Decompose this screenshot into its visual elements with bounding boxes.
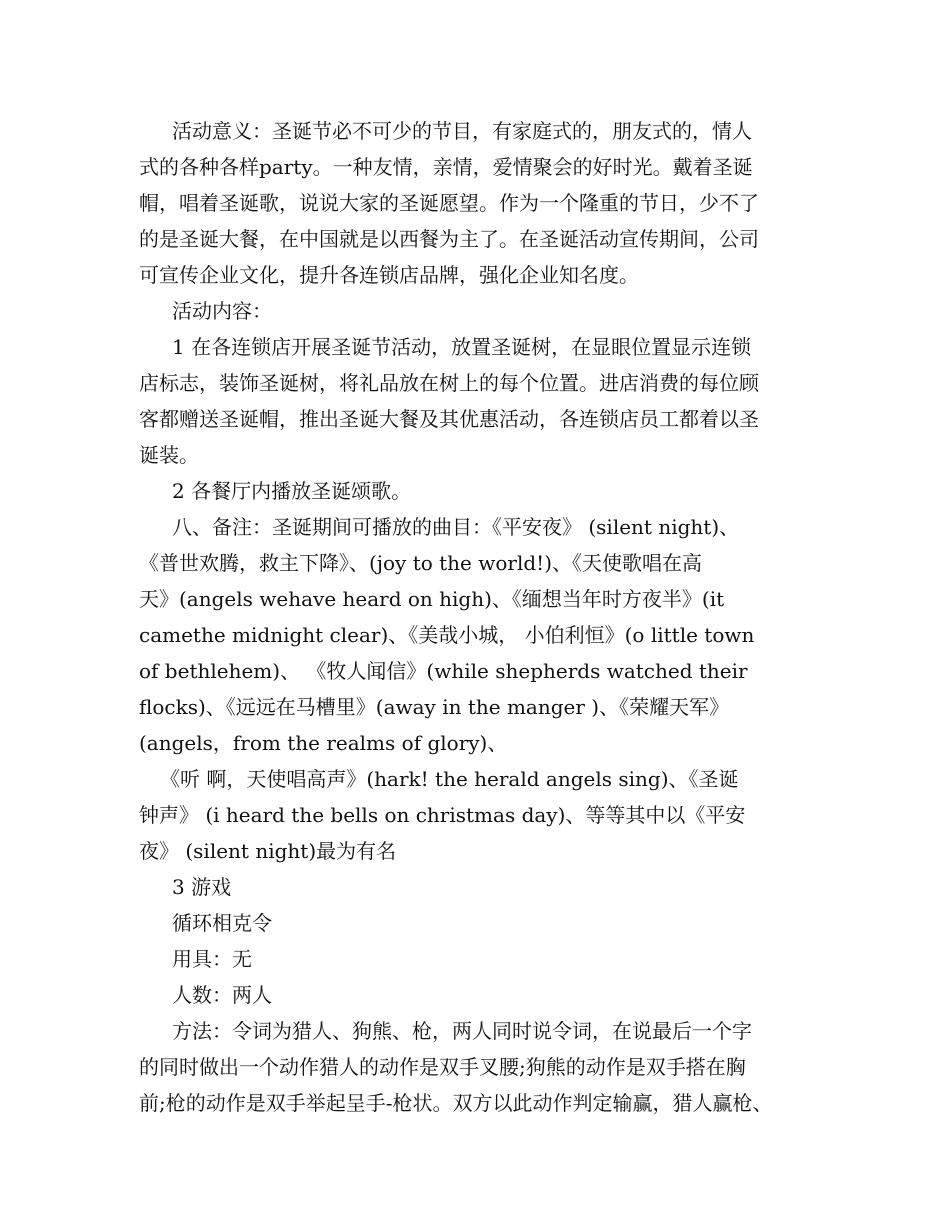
note-line-10: 夜》 (silent night)最为有名 [139, 839, 397, 863]
game-players: 人数：两人 [172, 983, 272, 1007]
note-line-5: of bethlehem)、 《牧人闻信》(while shepherds watched their [139, 659, 748, 683]
game-name: 循环相克令 [172, 911, 272, 935]
note-line-2: 《普世欢腾，救主下降》、(joy to the world!)、《天使歌唱在高 [139, 551, 703, 575]
game-method-line-3: 前;枪的动作是双手举起呈手-枪状。双方以此动作判定输赢，猎人赢枪、 [139, 1091, 773, 1115]
paragraph-meaning-line-1: 活动意义：圣诞节必不可少的节目，有家庭式的，朋友式的，情人 [172, 119, 752, 143]
note-line-9: 钟声》 (i heard the bells on christmas day)、等等其中以《平安 [139, 803, 746, 827]
section-heading-content: 活动内容： [172, 299, 272, 323]
item-1-line-4: 诞装。 [139, 443, 199, 467]
item-1-line-2: 店标志，装饰圣诞树，将礼品放在树上的每个位置。进店消费的每位顾 [139, 371, 759, 395]
note-line-6: flocks)、《远远在马槽里》(away in the manger )、《荣耀天军》 [139, 695, 730, 719]
game-method-line-2: 的同时做出一个动作猎人的动作是双手叉腰;狗熊的动作是双手搭在胸 [139, 1055, 746, 1079]
item-2: 2 各餐厅内播放圣诞颂歌。 [172, 479, 412, 503]
paragraph-meaning-line-2: 式的各种各样party。一种友情，亲情，爱情聚会的好时光。戴着圣诞 [139, 155, 753, 179]
item-1-line-1: 1 在各连锁店开展圣诞节活动，放置圣诞树，在显眼位置显示连锁 [172, 335, 752, 359]
game-equipment: 用具：无 [172, 947, 252, 971]
item-3-heading: 3 游戏 [172, 875, 232, 899]
paragraph-meaning-line-4: 的是圣诞大餐，在中国就是以西餐为主了。在圣诞活动宣传期间，公司 [139, 227, 759, 251]
item-1-line-3: 客都赠送圣诞帽，推出圣诞大餐及其优惠活动，各连锁店员工都着以圣 [139, 407, 759, 431]
note-line-8: 《听 啊，天使唱高声》(hark! the herald angels sing)、《圣诞 [160, 767, 739, 791]
note-line-3: 天》(angels wehave heard on high)、《缅想当年时方夜半》(it [139, 587, 725, 611]
paragraph-meaning-line-3: 帽，唱着圣诞歌，说说大家的圣诞愿望。作为一个隆重的节日，少不了 [139, 191, 759, 215]
note-line-1: 八、备注：圣诞期间可播放的曲目：《平安夜》 (silent night)、 [172, 515, 740, 539]
note-line-7: (angels，from the realms of glory)、 [139, 731, 508, 755]
paragraph-meaning-line-5: 可宣传企业文化，提升各连锁店品牌，强化企业知名度。 [139, 263, 639, 287]
game-method-line-1: 方法：令词为猎人、狗熊、枪，两人同时说令词，在说最后一个字 [172, 1019, 752, 1043]
note-line-4: camethe midnight clear)、《美哉小城， 小伯利恒》(o little town [139, 623, 755, 647]
